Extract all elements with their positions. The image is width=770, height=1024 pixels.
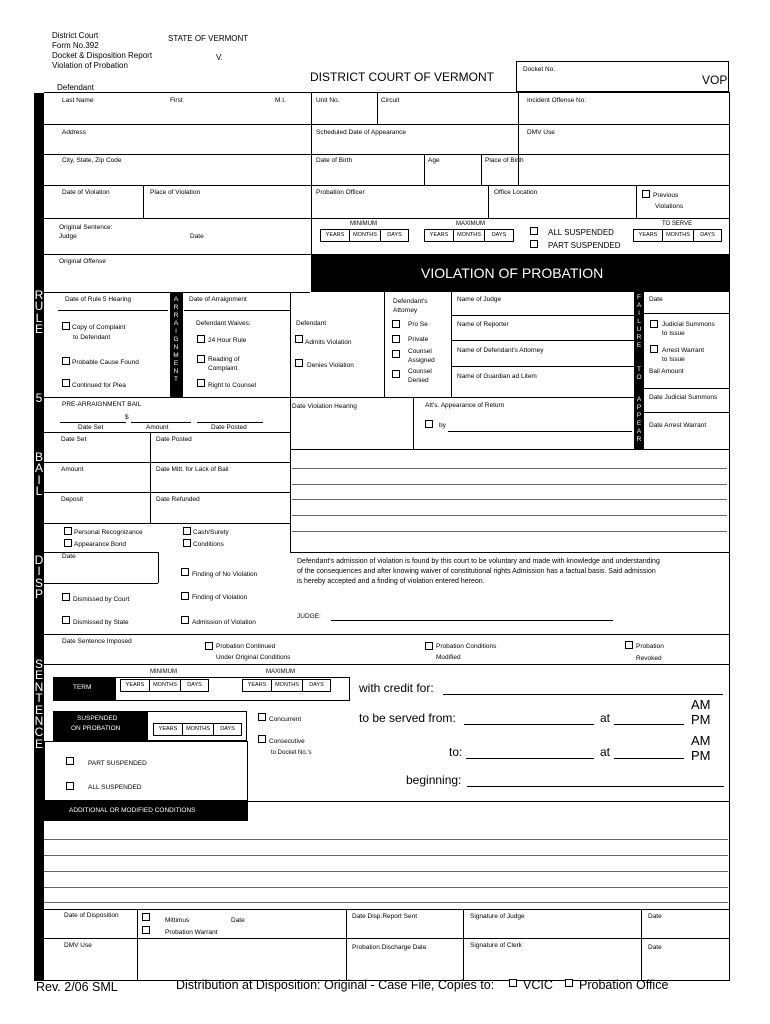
max-days-cell[interactable]: DAYS xyxy=(484,229,514,242)
date-disp-sent-label: Date Disp.Report Sent xyxy=(352,913,418,920)
term-min-days[interactable]: DAYS xyxy=(180,679,209,692)
dollar-sign: $ xyxy=(125,414,129,421)
failure-vertical-label: F A I L U R E xyxy=(636,294,642,349)
probation-warrant-label: Probation Warrant xyxy=(165,929,218,936)
defendant-plea-label: Defendant xyxy=(296,320,326,327)
sentence-side-label: S E N T E N C E xyxy=(34,657,44,751)
original-offense-label: Original Offense xyxy=(59,258,106,265)
copy-complaint-label: Copy of Complaint xyxy=(72,324,126,331)
probation-office-checkbox[interactable] xyxy=(565,979,573,987)
dismissed-state-checkbox[interactable] xyxy=(62,616,70,624)
right-counsel-label: Right to Counsel xyxy=(208,382,257,389)
all-suspended-label: ALL SUSPENDED xyxy=(548,228,614,237)
date-summons-label: Date Judicial Summons xyxy=(649,394,718,401)
summons-checkbox[interactable] xyxy=(650,320,658,328)
appear-vertical-label: A P P E A R xyxy=(636,396,642,443)
beginning-label: beginning: xyxy=(406,773,462,787)
attorney-label-2: Attorney xyxy=(393,307,418,314)
date-posted-label: Date Posted xyxy=(156,436,192,443)
form-number: Form No.392 xyxy=(52,41,99,50)
probation-revoked-checkbox[interactable] xyxy=(625,641,633,649)
hr24-checkbox[interactable] xyxy=(197,335,205,343)
min-years-cell[interactable]: YEARS xyxy=(320,229,350,242)
serve-years-cell[interactable]: YEARS xyxy=(633,229,663,242)
dismissed-court-checkbox[interactable] xyxy=(62,593,70,601)
under-original-label: Under Original Conditions xyxy=(216,654,291,661)
to-am-label: AM xyxy=(691,733,711,748)
versus-label: V. xyxy=(216,53,223,62)
term-min-months[interactable]: MONTHS xyxy=(149,679,181,692)
unit-no-label: Unit No. xyxy=(316,97,340,104)
all-suspended-checkbox[interactable] xyxy=(530,227,538,235)
date-disposition-label: Date of Disposition xyxy=(64,912,119,919)
rule-side-label: R U L E xyxy=(34,288,44,337)
disp-date-label: Date xyxy=(62,553,76,560)
date-warrant-label: Date Arrest Warrant xyxy=(649,422,707,429)
term-max-months[interactable]: MONTHS xyxy=(271,679,303,692)
assigned-label: Assigned xyxy=(408,357,435,364)
denies-checkbox[interactable] xyxy=(295,359,303,367)
probation-office-label: Probation Office xyxy=(579,978,669,992)
served-from-label: to be served from: xyxy=(359,711,456,725)
pre-arraignment-bail-label: PRE-ARRAIGNMENT BAIL xyxy=(62,401,142,408)
five-side-label: 5 xyxy=(35,391,43,405)
mittimus-label: Mittimus xyxy=(165,917,190,924)
to-label: to: xyxy=(449,745,463,759)
term-max-years[interactable]: YEARS xyxy=(242,679,272,692)
finding-violation-checkbox[interactable] xyxy=(181,592,189,600)
state-label: STATE OF VERMONT xyxy=(168,34,249,43)
arraignment-vertical-label: A R R A I G N M E N T xyxy=(173,296,179,383)
susp-months[interactable]: MONTHS xyxy=(182,723,214,736)
probation-warrant-checkbox[interactable] xyxy=(142,926,150,934)
waives-label: Defendant Waives: xyxy=(196,320,251,327)
private-checkbox[interactable] xyxy=(392,335,400,343)
to-at-label: at xyxy=(600,745,611,759)
date-imposed-label: Date Sentence Imposed xyxy=(62,638,132,645)
served-at-label: at xyxy=(600,711,611,725)
to-defendant-label: to Defendant xyxy=(73,334,111,341)
sentence-part-suspended-label: PART SUSPENDED xyxy=(88,760,147,767)
judge-signature-label: JUDGE: xyxy=(297,613,321,620)
admission-statement: Defendant's admission of violation is found by this court to be voluntary and made with knowledge and understanding of the consequences and after knowing waiver of constitutional rights Admission has a factual basis. Said admission is hereby accepted and a finding of violation entered hereon. xyxy=(297,558,660,585)
distribution-label: Distribution at Disposition: Original - Case File, Copies to: xyxy=(176,978,495,992)
pro-se-label: Pro Se xyxy=(408,321,428,328)
bottom-dmv-use-label: DMV Use xyxy=(64,942,92,949)
revision-label: Rev. 2/06 SML xyxy=(36,980,118,994)
amount-label: Amount xyxy=(61,466,84,473)
serve-days-cell[interactable]: DAYS xyxy=(693,229,722,242)
personal-recog-checkbox[interactable] xyxy=(64,527,72,535)
vop-label: VOP xyxy=(702,73,728,87)
consecutive-checkbox[interactable] xyxy=(258,735,266,743)
first-name-label: First xyxy=(170,97,183,104)
susp-days[interactable]: DAYS xyxy=(213,723,242,736)
defendant-label: Defendant xyxy=(57,83,94,92)
name-judge-label: Name of Judge xyxy=(457,296,502,303)
no-violation-checkbox[interactable] xyxy=(181,568,189,576)
bail-side-label: B A I L xyxy=(34,450,43,499)
denied-label: Denied xyxy=(408,377,429,384)
bail-amount-label: Bail Amount xyxy=(649,368,684,375)
reading-label: Reading of xyxy=(208,356,240,363)
personal-recog-label: Personal Recognizance xyxy=(74,529,143,536)
to-pm-label: PM xyxy=(691,748,711,763)
previous-label: Previous xyxy=(653,192,679,199)
to-serve-label: TO SERVE xyxy=(662,221,693,227)
date-set-under-label: Date Set xyxy=(78,424,104,431)
sentence-all-suspended-label: ALL SUSPENDED xyxy=(88,784,142,791)
min-months-cell[interactable]: MONTHS xyxy=(349,229,381,242)
counsel-assigned-checkbox[interactable] xyxy=(392,350,400,358)
admission-checkbox[interactable] xyxy=(181,616,189,624)
report-name: Docket & Disposition Report xyxy=(52,51,153,60)
admits-label: Admits Violation xyxy=(305,339,352,346)
summons-label: Judicial Summons xyxy=(662,321,715,328)
part-suspended-label: PART SUSPENDED xyxy=(548,241,621,250)
judge-label: Judge xyxy=(59,233,77,240)
private-label: Private xyxy=(408,336,429,343)
complaint-label: Complaint xyxy=(208,365,238,372)
name-reporter-label: Name of Reporter xyxy=(457,321,509,328)
on-probation-label: ON PROBATION xyxy=(71,725,121,732)
fta-date-label: Date xyxy=(649,296,663,303)
date-refunded-label: Date Refunded xyxy=(156,496,200,503)
amount-under-label: Amount xyxy=(146,424,169,431)
judge-sign-date-label: Date xyxy=(648,913,662,920)
appearance-bond-label: Appearance Bond xyxy=(74,541,127,548)
concurrent-label: Concurrent xyxy=(269,716,302,723)
rule5-hearing-label: Date of Rule 5 Hearing xyxy=(65,296,132,303)
from-am-label: AM xyxy=(691,697,711,712)
probation-continued-checkbox[interactable] xyxy=(205,642,213,650)
sentence-part-suspended-checkbox[interactable] xyxy=(66,757,74,765)
deposit-label: Deposit xyxy=(61,496,84,503)
conditions-checkbox[interactable] xyxy=(183,539,191,547)
cash-surety-label: Cash/Surety xyxy=(193,529,229,536)
hr24-label: 24 Hour Rule xyxy=(208,337,247,344)
continued-plea-label: Continued for Plea xyxy=(72,382,126,389)
vcic-label: VCIC xyxy=(523,978,553,992)
court-label: District Court xyxy=(52,31,99,40)
term-label: TERM xyxy=(73,684,92,691)
sentence-minimum-label: MINIMUM xyxy=(150,669,177,675)
minimum-label: MINIMUM xyxy=(350,221,377,227)
min-days-cell[interactable]: DAYS xyxy=(380,229,409,242)
counsel-label: Counsel xyxy=(408,348,432,355)
right-counsel-checkbox[interactable] xyxy=(197,379,205,387)
appearance-bond-checkbox[interactable] xyxy=(64,539,72,547)
date-posted-under-label: Date Posted xyxy=(211,424,247,431)
probation-discharge-label: Probation Discharge Date xyxy=(352,944,427,951)
admits-checkbox[interactable] xyxy=(295,335,303,343)
previous-violations-checkbox[interactable] xyxy=(642,190,650,198)
summons-issue-label: to Issue xyxy=(662,330,685,337)
dob-label: Date of Birth xyxy=(316,157,353,164)
cash-surety-checkbox[interactable] xyxy=(183,527,191,535)
by-label: by xyxy=(439,422,446,429)
warrant-label: Arrest Warrant xyxy=(662,347,705,354)
pro-se-checkbox[interactable] xyxy=(392,320,400,328)
susp-years[interactable]: YEARS xyxy=(153,723,183,736)
mittimus-checkbox[interactable] xyxy=(142,913,150,921)
counsel-denied-label: Counsel xyxy=(408,368,432,375)
incident-label: Incident Offense No. xyxy=(527,97,587,104)
no-violation-label: Finding of No Violation xyxy=(192,571,258,578)
consecutive-label: Consecutive xyxy=(269,738,305,745)
modified-label: Modified xyxy=(436,654,461,661)
mi-label: M.I. xyxy=(275,97,286,104)
date-label: Date xyxy=(190,233,204,240)
date-mitt-label: Date Mitt. for Lack of Bail xyxy=(156,466,229,473)
circuit-label: Circuit xyxy=(381,97,400,104)
docket-no-label: Docket No. xyxy=(523,66,556,73)
warrant-checkbox[interactable] xyxy=(650,345,658,353)
continued-plea-checkbox[interactable] xyxy=(62,379,70,387)
address-label: Address xyxy=(62,129,86,136)
sentence-maximum-label: MAXIMUM xyxy=(266,669,295,675)
scheduled-appearance-label: Scheduled Date of Appearance xyxy=(316,129,406,136)
probable-cause-checkbox[interactable] xyxy=(62,357,70,365)
counsel-denied-checkbox[interactable] xyxy=(392,370,400,378)
probation-conditions-label: Probation Conditions xyxy=(436,643,497,650)
city-label: City, State, Zip Code xyxy=(62,157,122,164)
reading-complaint-checkbox[interactable] xyxy=(197,355,205,363)
atty-by-checkbox[interactable] xyxy=(425,420,433,428)
max-months-cell[interactable]: MONTHS xyxy=(453,229,485,242)
form-title: DISTRICT COURT OF VERMONT xyxy=(310,70,495,84)
name-attorney-label: Name of Defendant's Attorney xyxy=(457,347,544,354)
age-label: Age xyxy=(428,157,440,164)
max-years-cell[interactable]: YEARS xyxy=(424,229,454,242)
office-location-label: Office Location xyxy=(494,189,538,196)
attorney-label: Defendant's xyxy=(393,298,428,305)
left-side-bar xyxy=(34,93,44,981)
sentence-all-suspended-checkbox[interactable] xyxy=(66,782,74,790)
disp-side-label: D I S P xyxy=(34,553,44,602)
conditions-label: Conditions xyxy=(193,541,224,548)
serve-months-cell[interactable]: MONTHS xyxy=(662,229,694,242)
vcic-checkbox[interactable] xyxy=(509,979,517,987)
dmv-use-label: DMV Use xyxy=(527,129,555,136)
to-docket-label: to Docket No.'s xyxy=(271,750,312,756)
probation-conditions-checkbox[interactable] xyxy=(425,642,433,650)
maximum-label: MAXIMUM xyxy=(456,221,485,227)
date-set-label: Date Set xyxy=(61,436,87,443)
pob-label: Place of Birth xyxy=(485,157,524,164)
date-violation-label: Date of Violation xyxy=(62,189,110,196)
concurrent-checkbox[interactable] xyxy=(258,713,266,721)
violations-label: Violations xyxy=(655,203,684,210)
term-max-days[interactable]: DAYS xyxy=(302,679,331,692)
violation-label: Violation of Probation xyxy=(52,61,128,70)
place-violation-label: Place of Violation xyxy=(150,189,201,196)
clerk-sign-date-label: Date xyxy=(648,944,662,951)
signature-clerk-label: Signature of Clerk xyxy=(470,942,523,949)
dismissed-state-label: Dismissed by State xyxy=(73,619,129,626)
finding-violation-label: Finding of Violation xyxy=(192,594,248,601)
revoked-label: Revoked xyxy=(636,655,662,662)
last-name-label: Last Name xyxy=(62,97,94,104)
denies-label: Denies Violation xyxy=(307,362,354,369)
right-border xyxy=(729,92,730,981)
from-pm-label: PM xyxy=(691,712,711,727)
name-guardian-label: Name of Guardian ad Litem xyxy=(457,373,537,380)
to-vertical-label: T O xyxy=(636,366,642,381)
probation-continued-label: Probation Continued xyxy=(216,643,276,650)
admission-label: Admission of Violation xyxy=(192,619,256,626)
mittimus-date-label: Date xyxy=(231,917,245,924)
copy-complaint-checkbox[interactable] xyxy=(62,322,70,330)
arraignment-date-label: Date of Arraignment xyxy=(189,296,247,303)
atty-appearance-label: Att's. Appearance of Return xyxy=(425,402,505,409)
vop-banner-title: VIOLATION OF PROBATION xyxy=(421,265,604,281)
suspended-label: SUSPENDED xyxy=(77,715,118,722)
violation-hearing-label: Date Violation Hearing xyxy=(292,403,357,410)
signature-judge-label: Signature of Judge xyxy=(470,913,525,920)
warrant-issue-label: to Issue xyxy=(662,356,685,363)
with-credit-label: with credit for: xyxy=(359,681,434,695)
suspension-options-box xyxy=(44,741,248,801)
part-suspended-checkbox[interactable] xyxy=(530,240,538,248)
additional-conditions-label: ADDITIONAL OR MODIFIED CONDITIONS xyxy=(69,807,196,814)
probation-officer-label: Probation Officer xyxy=(316,189,365,196)
probation-label: Probation xyxy=(636,643,664,650)
term-min-years[interactable]: YEARS xyxy=(120,679,150,692)
dismissed-court-label: Dismissed by Court xyxy=(73,596,130,603)
original-sentence-label: Original Sentence: xyxy=(59,224,113,231)
probable-cause-label: Probable Cause Found xyxy=(72,359,139,366)
